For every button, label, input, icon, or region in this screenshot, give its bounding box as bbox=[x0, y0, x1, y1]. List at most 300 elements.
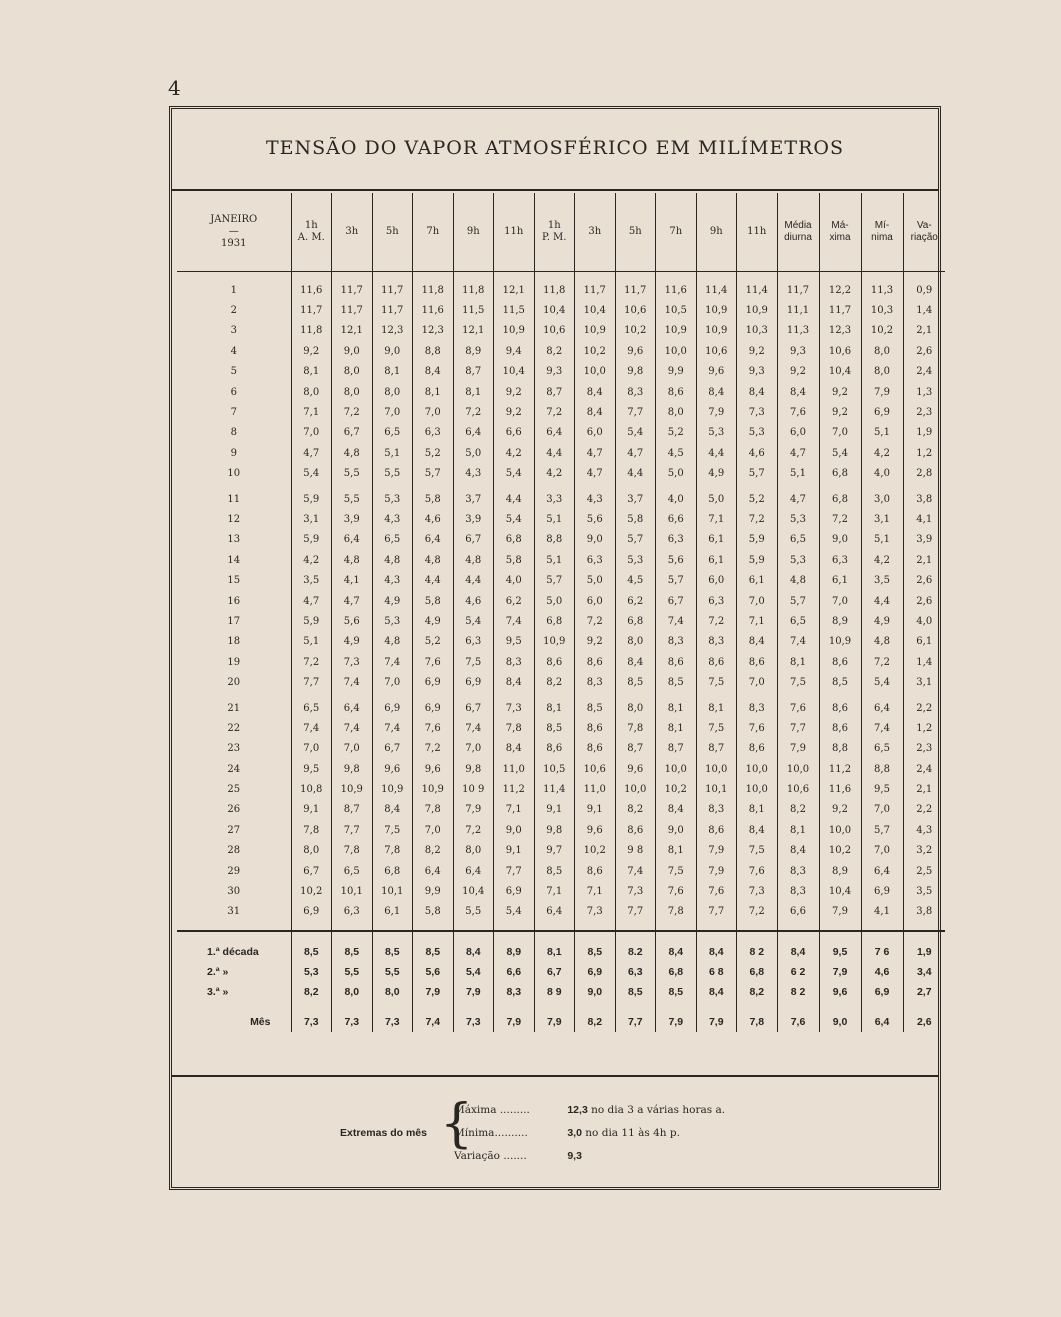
value-cell: 4,8 bbox=[372, 550, 413, 570]
value-cell: 11,5 bbox=[494, 300, 535, 320]
spacer-cell bbox=[291, 922, 332, 931]
header-row bbox=[177, 193, 945, 272]
value-cell: 8,1 bbox=[413, 382, 454, 402]
value-cell: 5,3 bbox=[696, 423, 737, 443]
value-cell: 1,2 bbox=[903, 443, 945, 463]
value-cell: 9,3 bbox=[534, 362, 575, 382]
value-cell: 8,1 bbox=[656, 698, 697, 718]
header-col-top: 3h bbox=[345, 226, 359, 237]
value-cell: 6,3 bbox=[332, 902, 373, 922]
value-cell: 7,2 bbox=[575, 611, 616, 631]
header-col-top: 7h bbox=[426, 226, 440, 237]
header-col-top: Má- bbox=[831, 220, 849, 231]
value-cell: 9,5 bbox=[291, 759, 332, 779]
value-cell: 11,7 bbox=[291, 300, 332, 320]
value-cell: 8.2 bbox=[615, 942, 656, 962]
value-cell: 7,4 bbox=[656, 611, 697, 631]
header-col-10 bbox=[696, 193, 737, 272]
value-cell: 8,0 bbox=[291, 841, 332, 861]
value-cell: 7,8 bbox=[494, 718, 535, 738]
value-cell: 7,5 bbox=[777, 672, 819, 692]
extreme-range-label: Variação ....... bbox=[454, 1150, 527, 1162]
value-cell: 8,5 bbox=[575, 698, 616, 718]
value-cell: 11,7 bbox=[372, 300, 413, 320]
value-cell: 8,3 bbox=[656, 632, 697, 652]
value-cell: 8,4 bbox=[696, 382, 737, 402]
value-cell: 10,1 bbox=[696, 779, 737, 799]
value-cell: 9,8 bbox=[332, 759, 373, 779]
spacer-cell bbox=[777, 272, 819, 281]
value-cell: 8,7 bbox=[615, 739, 656, 759]
value-cell: 4,2 bbox=[861, 550, 903, 570]
day-row bbox=[177, 841, 945, 861]
value-cell: 6,8 bbox=[656, 962, 697, 982]
value-cell: 6,5 bbox=[332, 861, 373, 881]
value-cell: 7,5 bbox=[696, 718, 737, 738]
header-col-sub: xima bbox=[829, 232, 851, 243]
value-cell: 8,0 bbox=[332, 982, 373, 1002]
day-row bbox=[177, 300, 945, 320]
header-col-sub: riação bbox=[910, 232, 938, 243]
value-cell: 6,0 bbox=[696, 570, 737, 590]
value-cell: 7,7 bbox=[494, 861, 535, 881]
value-cell: 10,0 bbox=[696, 759, 737, 779]
value-cell: 6,3 bbox=[413, 423, 454, 443]
header-col-2 bbox=[372, 193, 413, 272]
value-cell: 8,3 bbox=[696, 632, 737, 652]
value-cell: 4,0 bbox=[494, 570, 535, 590]
header-col-12 bbox=[777, 193, 819, 272]
value-cell: 8,0 bbox=[453, 841, 494, 861]
value-cell: 7,2 bbox=[332, 402, 373, 422]
value-cell: 6,9 bbox=[291, 902, 332, 922]
value-cell: 7,4 bbox=[413, 1012, 454, 1032]
value-cell: 5,4 bbox=[291, 464, 332, 484]
value-cell: 8,9 bbox=[819, 611, 861, 631]
value-cell: 10,6 bbox=[615, 300, 656, 320]
value-cell: 4,8 bbox=[332, 443, 373, 463]
spacer-cell bbox=[861, 922, 903, 931]
row-label: 9 bbox=[230, 447, 237, 459]
value-cell: 11,1 bbox=[777, 300, 819, 320]
value-cell: 10,6 bbox=[819, 341, 861, 361]
value-cell: 6,9 bbox=[861, 402, 903, 422]
value-cell: 5,3 bbox=[777, 550, 819, 570]
value-cell: 4,3 bbox=[372, 570, 413, 590]
value-cell: 8,6 bbox=[656, 652, 697, 672]
value-cell: 6,4 bbox=[534, 423, 575, 443]
extreme-max bbox=[454, 1104, 725, 1116]
value-cell: 8,0 bbox=[615, 698, 656, 718]
value-cell: 11,7 bbox=[332, 300, 373, 320]
value-cell: 6,9 bbox=[861, 881, 903, 901]
value-cell: 7,8 bbox=[656, 902, 697, 922]
header-col-top: Média bbox=[784, 220, 812, 231]
header-col-6 bbox=[534, 193, 575, 272]
value-cell: 7,9 bbox=[819, 902, 861, 922]
value-cell: 11,6 bbox=[819, 779, 861, 799]
day-row bbox=[177, 464, 945, 484]
value-cell: 8,4 bbox=[777, 841, 819, 861]
value-cell: 6,9 bbox=[413, 672, 454, 692]
value-cell: 6,9 bbox=[372, 698, 413, 718]
value-cell: 1,9 bbox=[903, 942, 945, 962]
day-row bbox=[177, 611, 945, 631]
value-cell: 5,7 bbox=[413, 464, 454, 484]
value-cell: 8,2 bbox=[777, 800, 819, 820]
value-cell: 8,5 bbox=[291, 942, 332, 962]
value-cell: 8,6 bbox=[737, 739, 778, 759]
day-row bbox=[177, 779, 945, 799]
value-cell: 6,7 bbox=[534, 962, 575, 982]
value-cell: 7,3 bbox=[575, 902, 616, 922]
value-cell: 4,2 bbox=[534, 464, 575, 484]
value-cell: 8,4 bbox=[575, 402, 616, 422]
value-cell: 7,9 bbox=[534, 1012, 575, 1032]
value-cell: 7,2 bbox=[453, 820, 494, 840]
value-cell: 4,4 bbox=[494, 489, 535, 509]
value-cell: 8,4 bbox=[696, 942, 737, 962]
value-cell: 7,6 bbox=[737, 718, 778, 738]
spacer-cell bbox=[372, 931, 413, 942]
value-cell: 4,8 bbox=[777, 570, 819, 590]
value-cell: 8,3 bbox=[737, 698, 778, 718]
value-cell: 8,9 bbox=[453, 341, 494, 361]
header-col-top: 1h bbox=[304, 220, 318, 231]
row-label: 30 bbox=[227, 886, 241, 898]
value-cell: 8,8 bbox=[413, 341, 454, 361]
value-cell: 4,5 bbox=[656, 443, 697, 463]
value-cell: 6,9 bbox=[861, 982, 903, 1002]
extreme-min-value: 3,0 bbox=[567, 1127, 582, 1139]
value-cell: 6,6 bbox=[494, 962, 535, 982]
value-cell: 7,3 bbox=[615, 881, 656, 901]
value-cell: 8,0 bbox=[372, 982, 413, 1002]
value-cell: 8,5 bbox=[534, 861, 575, 881]
value-cell: 6,3 bbox=[615, 962, 656, 982]
value-cell: 6,8 bbox=[372, 861, 413, 881]
value-cell: 6,7 bbox=[291, 861, 332, 881]
value-cell: 9,1 bbox=[534, 800, 575, 820]
value-cell: 8,5 bbox=[575, 942, 616, 962]
table-frame bbox=[169, 106, 941, 1190]
value-cell: 8,1 bbox=[534, 698, 575, 718]
value-cell: 7,9 bbox=[696, 841, 737, 861]
month-dash: — bbox=[228, 226, 239, 237]
value-cell: 5,3 bbox=[777, 509, 819, 529]
value-cell: 6,5 bbox=[777, 530, 819, 550]
value-cell: 8,0 bbox=[332, 382, 373, 402]
day-row bbox=[177, 861, 945, 881]
row-label: 10 bbox=[227, 468, 241, 480]
value-cell: 8,7 bbox=[332, 800, 373, 820]
value-cell: 7,9 bbox=[413, 982, 454, 1002]
spacer-cell bbox=[494, 922, 535, 931]
value-cell: 5,0 bbox=[453, 443, 494, 463]
row-label: 1.ª década bbox=[207, 946, 259, 959]
value-cell: 10,2 bbox=[819, 841, 861, 861]
value-cell: 5,1 bbox=[861, 530, 903, 550]
value-cell: 6,1 bbox=[372, 902, 413, 922]
value-cell: 9,6 bbox=[575, 820, 616, 840]
value-cell: 10,2 bbox=[575, 341, 616, 361]
spacer-cell bbox=[903, 931, 945, 942]
value-cell: 7,3 bbox=[453, 1012, 494, 1032]
spacer-cell bbox=[413, 931, 454, 942]
value-cell: 7,4 bbox=[372, 652, 413, 672]
value-cell: 8,4 bbox=[494, 739, 535, 759]
value-cell: 8,6 bbox=[575, 652, 616, 672]
spacer-cell bbox=[696, 272, 737, 281]
header-col-9 bbox=[656, 193, 697, 272]
value-cell: 8,4 bbox=[615, 652, 656, 672]
spacer-cell bbox=[861, 931, 903, 942]
value-cell: 11,3 bbox=[777, 321, 819, 341]
value-cell: 9,1 bbox=[494, 841, 535, 861]
value-cell: 6,8 bbox=[494, 530, 535, 550]
year-label: 1931 bbox=[221, 238, 247, 249]
month-label: JANEIRO bbox=[210, 214, 258, 225]
value-cell: 10,0 bbox=[777, 759, 819, 779]
value-cell: 6,4 bbox=[332, 530, 373, 550]
value-cell: 8,6 bbox=[737, 652, 778, 672]
value-cell: 6,8 bbox=[534, 611, 575, 631]
value-cell: 11,6 bbox=[656, 280, 697, 300]
value-cell: 3,1 bbox=[903, 672, 945, 692]
value-cell: 10 9 bbox=[453, 779, 494, 799]
value-cell: 2,5 bbox=[903, 861, 945, 881]
value-cell: 7,1 bbox=[494, 800, 535, 820]
value-cell: 7,4 bbox=[453, 718, 494, 738]
value-cell: 8,5 bbox=[656, 982, 697, 1002]
value-cell: 4,8 bbox=[861, 632, 903, 652]
row-label: 31 bbox=[227, 906, 241, 918]
value-cell: 7,0 bbox=[372, 402, 413, 422]
value-cell: 9,2 bbox=[737, 341, 778, 361]
value-cell: 5,0 bbox=[656, 464, 697, 484]
value-cell: 5,8 bbox=[494, 550, 535, 570]
row-label: 27 bbox=[227, 824, 241, 836]
day-row bbox=[177, 672, 945, 692]
value-cell: 8,4 bbox=[656, 942, 697, 962]
spacer-cell bbox=[656, 922, 697, 931]
value-cell: 9,7 bbox=[534, 841, 575, 861]
day-row bbox=[177, 820, 945, 840]
value-cell: 7,9 bbox=[494, 1012, 535, 1032]
table-body bbox=[177, 272, 945, 1033]
row-label: 6 bbox=[230, 386, 237, 398]
value-cell: 7,3 bbox=[291, 1012, 332, 1032]
value-cell: 7,1 bbox=[696, 509, 737, 529]
value-cell: 6 2 bbox=[777, 962, 819, 982]
extreme-min bbox=[454, 1127, 680, 1139]
value-cell: 5,2 bbox=[413, 443, 454, 463]
value-cell: 7,2 bbox=[861, 652, 903, 672]
header-col-8 bbox=[615, 193, 656, 272]
day-row bbox=[177, 423, 945, 443]
value-cell: 7,0 bbox=[737, 672, 778, 692]
value-cell: 5,5 bbox=[372, 962, 413, 982]
value-cell: 8,4 bbox=[737, 632, 778, 652]
value-cell: 8,5 bbox=[819, 672, 861, 692]
row-label: 8 bbox=[230, 427, 237, 439]
value-cell: 11,4 bbox=[737, 280, 778, 300]
value-cell: 10,9 bbox=[696, 321, 737, 341]
value-cell: 5,8 bbox=[413, 591, 454, 611]
value-cell: 5,8 bbox=[615, 509, 656, 529]
value-cell: 10,2 bbox=[575, 841, 616, 861]
value-cell: 5,3 bbox=[615, 550, 656, 570]
value-cell: 6,0 bbox=[777, 423, 819, 443]
header-col-7 bbox=[575, 193, 616, 272]
value-cell: 7,7 bbox=[615, 902, 656, 922]
value-cell: 8,7 bbox=[453, 362, 494, 382]
row-label: 29 bbox=[227, 865, 241, 877]
value-cell: 10,6 bbox=[777, 779, 819, 799]
value-cell: 5,6 bbox=[575, 509, 616, 529]
value-cell: 4,3 bbox=[903, 820, 945, 840]
value-cell: 6,5 bbox=[372, 423, 413, 443]
value-cell: 3,0 bbox=[861, 489, 903, 509]
value-cell: 4,7 bbox=[575, 464, 616, 484]
value-cell: 8,6 bbox=[575, 739, 616, 759]
value-cell: 8,1 bbox=[737, 800, 778, 820]
row-label: 1 bbox=[230, 284, 237, 296]
value-cell: 5,3 bbox=[372, 611, 413, 631]
value-cell: 3,9 bbox=[453, 509, 494, 529]
value-cell: 5,8 bbox=[413, 902, 454, 922]
value-cell: 8,6 bbox=[615, 820, 656, 840]
value-cell: 8,0 bbox=[332, 362, 373, 382]
value-cell: 6,4 bbox=[332, 698, 373, 718]
value-cell: 4,3 bbox=[372, 509, 413, 529]
value-cell: 6,5 bbox=[372, 530, 413, 550]
row-label: 12 bbox=[227, 513, 241, 525]
header-col-sub: nima bbox=[871, 232, 893, 243]
value-cell: 6,6 bbox=[656, 509, 697, 529]
value-cell: 8,2 bbox=[413, 841, 454, 861]
spacer-cell bbox=[903, 272, 945, 281]
value-cell: 4,5 bbox=[615, 570, 656, 590]
value-cell: 9,4 bbox=[494, 341, 535, 361]
value-cell: 6 8 bbox=[696, 962, 737, 982]
day-row bbox=[177, 321, 945, 341]
value-cell: 5,5 bbox=[332, 962, 373, 982]
value-cell: 4,7 bbox=[777, 443, 819, 463]
value-cell: 4,8 bbox=[453, 550, 494, 570]
value-cell: 7,2 bbox=[453, 402, 494, 422]
value-cell: 5,5 bbox=[453, 902, 494, 922]
value-cell: 9,0 bbox=[819, 1012, 861, 1032]
value-cell: 5,9 bbox=[291, 530, 332, 550]
value-cell: 1,9 bbox=[903, 423, 945, 443]
value-cell: 4,7 bbox=[777, 489, 819, 509]
day-row bbox=[177, 550, 945, 570]
value-cell: 4,7 bbox=[291, 591, 332, 611]
day-row bbox=[177, 881, 945, 901]
spacer-cell bbox=[575, 931, 616, 942]
value-cell: 5,7 bbox=[737, 464, 778, 484]
row-label: 17 bbox=[227, 615, 241, 627]
value-cell: 4,6 bbox=[453, 591, 494, 611]
value-cell: 7,0 bbox=[413, 402, 454, 422]
value-cell: 9,0 bbox=[575, 982, 616, 1002]
spacer-cell bbox=[819, 922, 861, 931]
value-cell: 7,6 bbox=[777, 698, 819, 718]
value-cell: 5,5 bbox=[332, 464, 373, 484]
value-cell: 8,3 bbox=[615, 382, 656, 402]
value-cell: 7,6 bbox=[656, 881, 697, 901]
value-cell: 8,7 bbox=[656, 739, 697, 759]
value-cell: 6,3 bbox=[575, 550, 616, 570]
spacer-cell bbox=[534, 922, 575, 931]
value-cell: 4,1 bbox=[903, 509, 945, 529]
value-cell: 7,9 bbox=[777, 739, 819, 759]
header-col-4 bbox=[453, 193, 494, 272]
value-cell: 7,6 bbox=[777, 402, 819, 422]
value-cell: 4,1 bbox=[861, 902, 903, 922]
value-cell: 8,7 bbox=[696, 739, 737, 759]
value-cell: 8,2 bbox=[737, 982, 778, 1002]
value-cell: 10,9 bbox=[413, 779, 454, 799]
value-cell: 5,0 bbox=[696, 489, 737, 509]
extreme-max-label: Máxima ......... bbox=[454, 1104, 530, 1116]
value-cell: 7,0 bbox=[819, 423, 861, 443]
value-cell: 10,9 bbox=[494, 321, 535, 341]
value-cell: 4,4 bbox=[453, 570, 494, 590]
value-cell: 11,7 bbox=[575, 280, 616, 300]
page-number: 4 bbox=[168, 76, 181, 100]
value-cell: 8,0 bbox=[656, 402, 697, 422]
value-cell: 6,1 bbox=[737, 570, 778, 590]
value-cell: 9,5 bbox=[819, 942, 861, 962]
value-cell: 5,7 bbox=[534, 570, 575, 590]
value-cell: 2,2 bbox=[903, 800, 945, 820]
value-cell: 10,9 bbox=[575, 321, 616, 341]
value-cell: 7,7 bbox=[696, 902, 737, 922]
row-label: 24 bbox=[227, 763, 241, 775]
spacer-cell bbox=[861, 272, 903, 281]
value-cell: 8,1 bbox=[291, 362, 332, 382]
header-col-3 bbox=[413, 193, 454, 272]
value-cell: 8,0 bbox=[291, 382, 332, 402]
value-cell: 8,4 bbox=[656, 800, 697, 820]
row-label: 5 bbox=[230, 366, 237, 378]
header-col-top: 11h bbox=[747, 226, 767, 237]
value-cell: 7,6 bbox=[696, 881, 737, 901]
value-cell: 7,4 bbox=[372, 718, 413, 738]
value-cell: 6,3 bbox=[453, 632, 494, 652]
value-cell: 6,7 bbox=[453, 698, 494, 718]
value-cell: 2,4 bbox=[903, 362, 945, 382]
header-col-14 bbox=[861, 193, 903, 272]
value-cell: 8,3 bbox=[696, 800, 737, 820]
value-cell: 6,1 bbox=[903, 632, 945, 652]
value-cell: 7,0 bbox=[291, 739, 332, 759]
value-cell: 7,4 bbox=[861, 718, 903, 738]
value-cell: 5,6 bbox=[656, 550, 697, 570]
value-cell: 7,3 bbox=[372, 1012, 413, 1032]
value-cell: 4,9 bbox=[413, 611, 454, 631]
value-cell: 6,2 bbox=[494, 591, 535, 611]
value-cell: 8,0 bbox=[861, 362, 903, 382]
value-cell: 8,6 bbox=[819, 652, 861, 672]
value-cell: 10,6 bbox=[575, 759, 616, 779]
value-cell: 7,9 bbox=[696, 402, 737, 422]
value-cell: 8,6 bbox=[656, 382, 697, 402]
day-row bbox=[177, 362, 945, 382]
value-cell: 7,6 bbox=[413, 652, 454, 672]
